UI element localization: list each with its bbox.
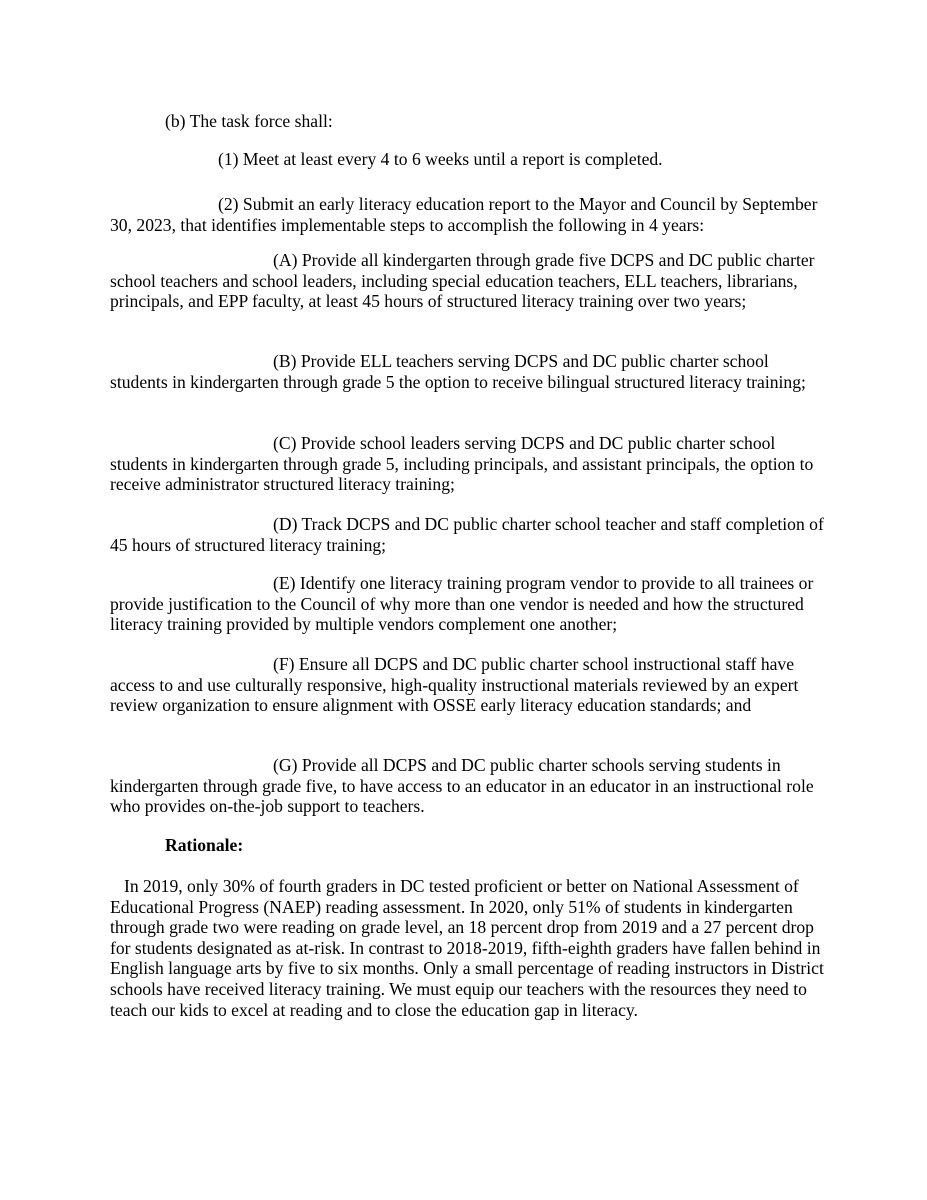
subitem-d-paragraph: (D) Track DCPS and DC public charter school teacher and staff completion of 45 hours of structured literacy training;	[110, 514, 824, 555]
rationale-paragraph: In 2019, only 30% of fourth graders in DC tested proficient or better on National Assessment of Educational Progress (NAEP) reading assessment. In 2020, only 51% of students in kindergarten through grade two were reading on grade level, an 18 percent drop from 2019 and a 27 percent drop for students designated as at-risk. In contrast to 2018-2019, fifth-eighth graders have fallen behind in English language arts by five to six months. Only a small percentage of reading instructors in District schools have received literacy training. We must equip our teachers with the resources they need to teach our kids to excel at reading and to close the education gap in literacy.	[110, 876, 824, 1020]
item-2-paragraph: (2) Submit an early literacy education report to the Mayor and Council by September 30, 2023, that identifies implementable steps to accomplish the following in 4 years:	[110, 194, 818, 235]
subitem-c-paragraph: (C) Provide school leaders serving DCPS and DC public charter school students in kindergarten through grade 5, including principals, and assistant principals, the option to receive administrator structured literacy training;	[110, 433, 814, 495]
subitem-e-paragraph: (E) Identify one literacy training program vendor to provide to all trainees or provide justification to the Council of why more than one vendor is needed and how the structured literacy training provided by multiple vendors complement one another;	[110, 573, 814, 635]
item-1-paragraph: (1) Meet at least every 4 to 6 weeks until a report is completed.	[218, 149, 663, 169]
subitem-g-paragraph: (G) Provide all DCPS and DC public charter schools serving students in kindergarten through grade five, to have access to an educator in an educator in an instructional role who provides on-the-job support to teachers.	[110, 755, 814, 817]
rationale-heading: Rationale:	[165, 835, 244, 855]
intro-paragraph: (b) The task force shall:	[165, 111, 333, 131]
subitem-b-paragraph: (B) Provide ELL teachers serving DCPS and DC public charter school students in kindergarten through grade 5 the option to receive bilingual structured literacy training;	[110, 351, 806, 392]
subitem-a-paragraph: (A) Provide all kindergarten through grade five DCPS and DC public charter school teachers and school leaders, including special education teachers, ELL teachers, librarians, principals, and EPP faculty, at least 45 hours of structured literacy training over two years;	[110, 250, 815, 312]
subitem-f-paragraph: (F) Ensure all DCPS and DC public charter school instructional staff have access to and use culturally responsive, high-quality instructional materials reviewed by an expert review organization to ensure alignment with OSSE early literacy education standards; and	[110, 654, 799, 716]
